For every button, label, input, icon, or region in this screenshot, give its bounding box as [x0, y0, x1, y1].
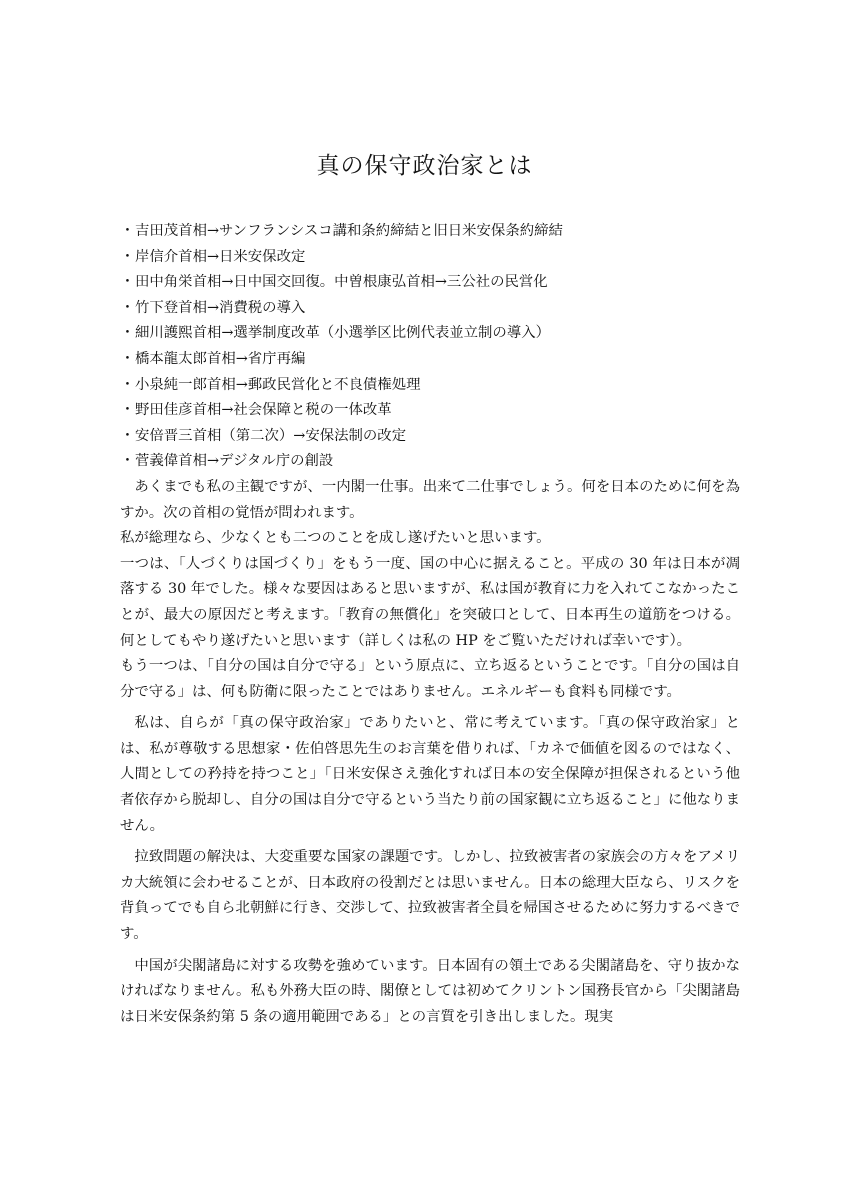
paragraph-abduction-issue: 拉致問題の解決は、大変重要な国家の課題です。しかし、拉致被害者の家族会の方々をアメリカ大統領に会わせることが、日本政府の役割だとは思いません。日本の総理大臣なら、リスクを背負ってでも自ら北朝鮮に行き、交渉して、拉致被害者全員を帰国させるために努力するべきです。	[120, 849, 740, 943]
list-item-text: 橋本龍太郎首相→省庁再編	[135, 350, 306, 367]
paragraph-one-cabinet-one-job: あくまでも私の主観ですが、一内閣一仕事。出来て二仕事でしょう。何を日本のために何を為すか。次の首相の覚悟が問われます。	[120, 478, 740, 521]
list-item	[120, 373, 740, 399]
list-item	[120, 449, 740, 475]
paragraph-education: 一つは、「人づくりは国づくり」をもう一度、国の中心に据えること。平成の 30 年は日本が凋落する 30 年でした。様々な要因はあると思いますが、私は国が教育に力を入れてこなかったことが、最大の原因だと考えます。「教育の無償化」を突破口として、日本再生の道筋をつける。何としてもやり遂げたいと思います（詳しくは私の HP をご覧いただければ幸いです）。	[120, 555, 740, 649]
list-item	[120, 245, 740, 271]
bullet-marker: ・	[120, 248, 135, 265]
bullet-marker: ・	[120, 402, 135, 419]
list-item-text: 竹下登首相→消費税の導入	[135, 299, 306, 316]
document-body	[120, 219, 740, 1030]
list-item-text: 野田佳彦首相→社会保障と税の一体改革	[135, 402, 392, 419]
paragraph-senkaku-islands: 中国が尖閣諸島に対する攻勢を強めています。日本固有の領土である尖閣諸島を、守り抜かなければなりません。私も外務大臣の時、閣僚としては初めてクリントン国務長官から「尖閣諸島は日米安保条約第 5 条の適用範囲である」との言質を引き出しました。現実	[120, 957, 740, 1025]
bullet-marker: ・	[120, 453, 135, 470]
list-item	[120, 219, 740, 245]
paragraph-two-goals-intro: 私が総理なら、少なくとも二つのことを成し遂げたいと思います。	[120, 530, 551, 547]
list-item	[120, 296, 740, 322]
bullet-marker: ・	[120, 427, 135, 444]
list-item-text: 小泉純一郎首相→郵政民営化と不良債権処理	[135, 376, 421, 393]
list-item-text: 吉田茂首相→サンフランシスコ講和条約締結と旧日米安保条約締結	[135, 223, 563, 239]
bullet-marker: ・	[120, 274, 135, 291]
paragraph-self-defense: もう一つは、「自分の国は自分で守る」という原点に、立ち返るということです。「自分の国は自分で守る」は、何も防衛に限ったことではありません。エネルギーも食料も同様です。	[120, 658, 740, 700]
list-item	[120, 398, 740, 424]
list-item	[120, 270, 740, 296]
list-item	[120, 424, 740, 450]
bullet-marker: ・	[120, 325, 135, 342]
bullet-marker: ・	[120, 350, 135, 367]
list-item	[120, 347, 740, 373]
bullet-marker: ・	[120, 376, 135, 393]
page-title: 真の保守政治家とは	[316, 153, 533, 179]
bullet-marker: ・	[120, 299, 135, 316]
paragraph-true-conservative: 私は、自らが「真の保守政治家」でありたいと、常に考えています。「真の保守政治家」とは、私が尊敬する思想家・佐伯啓思先生のお言葉を借りれば、「カネで価値を図るのではなく、人間としての矜持を持つこと」「日米安保さえ強化すれば日本の安全保障が担保されるという他者依存から脱却し、自分の国は自分で守るという当たり前の国家観に立ち返ること」に他なりません。	[120, 715, 740, 834]
bullet-marker: ・	[120, 223, 135, 239]
list-item-text: 安倍晋三首相（第二次）→安保法制の改定	[135, 427, 407, 444]
list-item-text: 菅義偉首相→デジタル庁の創設	[135, 453, 334, 470]
list-item	[120, 321, 740, 347]
list-item-text: 田中角栄首相→日中国交回復。中曽根康弘首相→三公社の民営化	[135, 274, 548, 291]
list-item-text: 細川護熙首相→選挙制度改革（小選挙区比例代表並立制の導入）	[135, 325, 550, 342]
list-item-text: 岸信介首相→日米安保改定	[135, 248, 306, 265]
bullet-list	[120, 219, 740, 475]
